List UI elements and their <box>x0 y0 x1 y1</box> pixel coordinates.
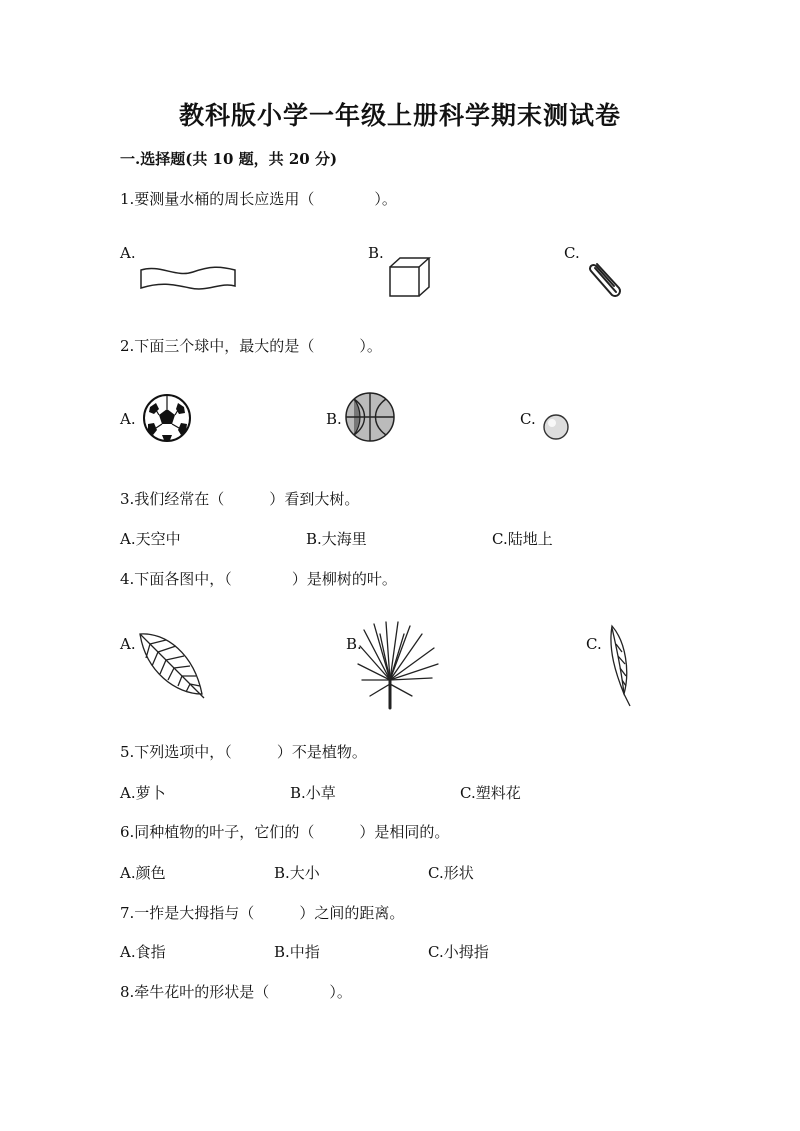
question-3-option-c[interactable]: C.陆地上 <box>492 530 553 548</box>
page-title: 教科版小学一年级上册科学期末测试卷 <box>178 101 621 130</box>
question-1-option-c-label[interactable]: C. <box>564 244 580 262</box>
cube-icon <box>388 256 432 298</box>
soccer-ball-icon <box>142 393 192 443</box>
question-3-option-b[interactable]: B.大海里 <box>306 530 367 548</box>
small-ball-icon <box>542 413 570 441</box>
question-5-option-c[interactable]: C.塑料花 <box>460 784 521 802</box>
serrated-leaf-icon <box>136 630 208 700</box>
question-5-option-b[interactable]: B.小草 <box>290 784 336 802</box>
question-6-option-a[interactable]: A.颜色 <box>120 864 166 882</box>
question-6-text: 6.同种植物的叶子，它们的（ ）是相同的。 <box>120 823 450 841</box>
question-3-option-a[interactable]: A.天空中 <box>120 530 181 548</box>
question-4-option-a-label[interactable]: A. <box>120 635 136 653</box>
question-2-option-a-label[interactable]: A. <box>120 410 136 428</box>
question-7-text: 7.一拃是大拇指与（ ）之间的距离。 <box>120 904 405 922</box>
question-5-option-a[interactable]: A.萝卜 <box>120 784 166 802</box>
paperclip-icon <box>583 258 627 302</box>
question-1-option-b-label[interactable]: B. <box>368 244 384 262</box>
question-7-option-a[interactable]: A.食指 <box>120 943 166 961</box>
section-heading: 一.选择题(共 10 题，共 20 分) <box>120 150 338 168</box>
pine-needles-icon <box>356 620 440 710</box>
question-6-option-b[interactable]: B.大小 <box>274 864 320 882</box>
question-6-option-c[interactable]: C.形状 <box>428 864 474 882</box>
question-4-option-b-label[interactable]: B. <box>346 635 362 653</box>
question-3-text: 3.我们经常在（ ）看到大树。 <box>120 490 360 508</box>
question-2-text: 2.下面三个球中，最大的是（ ）。 <box>120 337 382 355</box>
question-2-option-b-label[interactable]: B. <box>326 410 342 428</box>
question-5-text: 5.下列选项中，（ ）不是植物。 <box>120 743 367 761</box>
tape-strip-icon <box>138 262 238 294</box>
question-1-option-a-label[interactable]: A. <box>120 244 136 262</box>
question-8-text: 8.牵牛花叶的形状是（ ）。 <box>120 983 352 1001</box>
question-7-option-c[interactable]: C.小拇指 <box>428 943 489 961</box>
willow-leaf-icon <box>604 624 638 708</box>
question-4-option-c-label[interactable]: C. <box>586 635 602 653</box>
question-2-option-c-label[interactable]: C. <box>520 410 536 428</box>
question-7-option-b[interactable]: B.中指 <box>274 943 320 961</box>
basketball-icon <box>344 391 396 443</box>
question-4-text: 4.下面各图中，（ ）是柳树的叶。 <box>120 570 397 588</box>
question-1-text: 1.要测量水桶的周长应选用（ ）。 <box>120 190 397 208</box>
